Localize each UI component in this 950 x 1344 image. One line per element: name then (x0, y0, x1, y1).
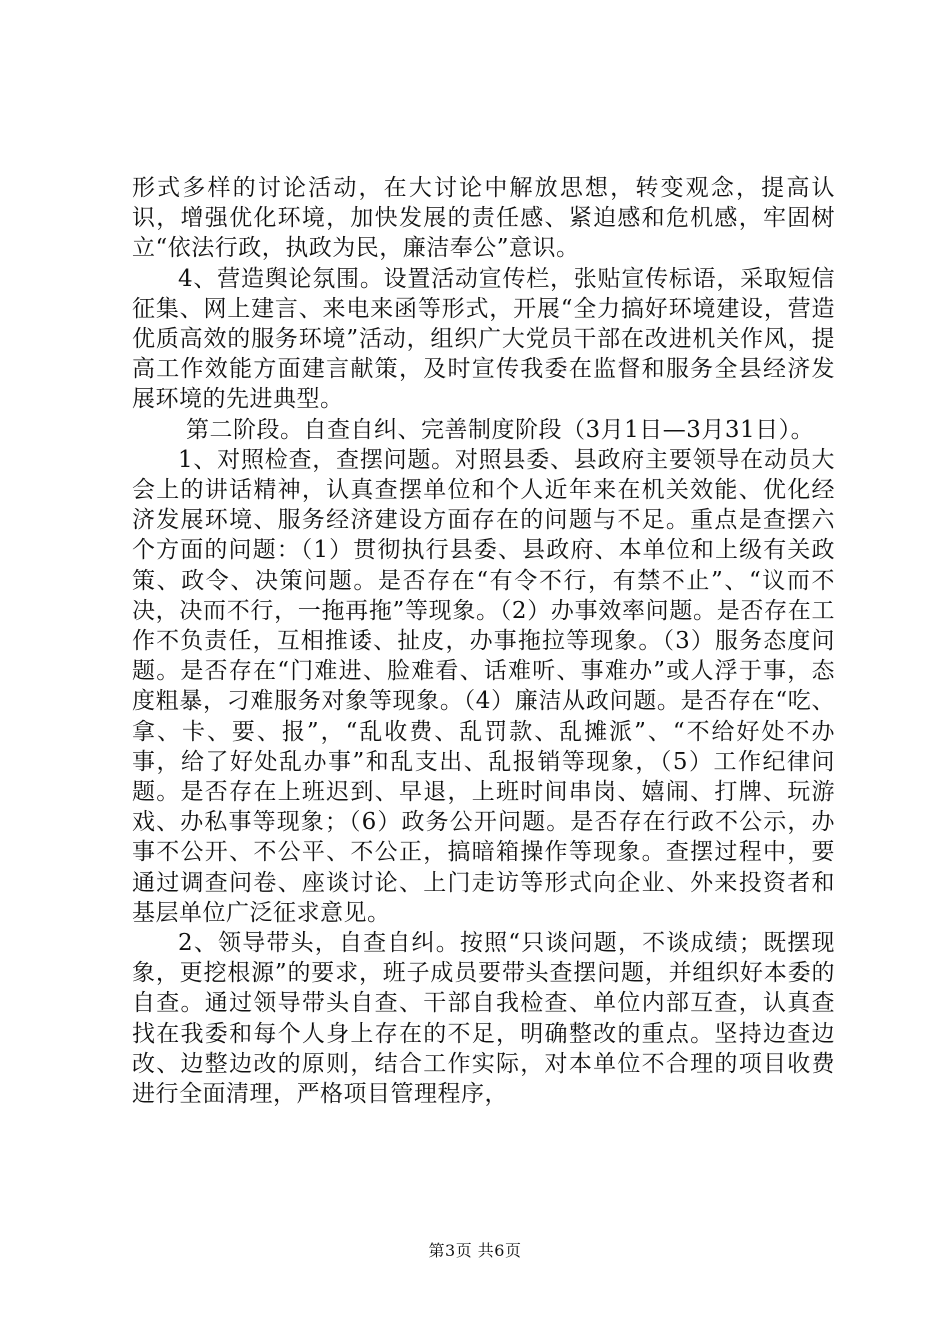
page-footer: 第3页 共6页 (428, 1241, 522, 1260)
paragraph-self-correction: 2、领导带头，自查自纠。按照“只谈问题，不谈成绩；既摆现象，更挖根源”的要求，班子成员要带头查摆问题，并组织好本委的自查。通过领导带头自查、干部自我检查、单位内部互查，认真查找在我委和每个人身上存在的不足，明确整改的重点。坚持边查边改、边整边改的原则，结合工作实际，对本单位不合理的项目收费进行全面清理，严格项目管理程序， (132, 930, 835, 1108)
paragraph-check-problems: 1、对照检查，查摆问题。对照县委、县政府主要领导在动员大会上的讲话精神，认真查摆单位和个人近年来在机关效能、优化经济发展环境、服务经济建设方面存在的问题与不足。重点是查摆六个方面的问题：（1）贯彻执行县委、县政府、本单位和上级有关政策、政令、决策问题。是否存在“有令不行，有禁不止”、“议而不决，决而不行，一拖再拖”等现象。（2）办事效率问题。是否存在工作不负责任，互相推诿、扯皮，办事拖拉等现象。（3）服务态度问题。是否存在“门难进、脸难看、话难听、事难办”或人浮于事，态度粗暴，刁难服务对象等现象。（4）廉洁从政问题。是否存在“吃、拿、卡、要、报”，“乱收费、乱罚款、乱摊派”、“不给好处不办事，给了好处乱办事”和乱支出、乱报销等现象，（5）工作纪律问题。是否存在上班迟到、早退，上班时间串岗、嬉闹、打牌、玩游戏、办私事等现象；（6）政务公开问题。是否存在行政不公示，办事不公开、不公平、不公正，搞暗箱操作等现象。查摆过程中，要通过调查问卷、座谈讨论、上门走访等形式向企业、外来投资者和基层单位广泛征求意见。 (132, 446, 835, 926)
paragraph-stage-two-heading: 第二阶段。自查自纠、完善制度阶段（3月1日—3月31日）。 (186, 416, 815, 443)
document-body (132, 173, 835, 1109)
paragraph-publicity: 4、营造舆论氛围。设置活动宣传栏，张贴宣传标语，采取短信征集、网上建言、来电来函等形式，开展“全力搞好环境建设，营造优质高效的服务环境”活动，组织广大党员干部在改进机关作风，提高工作效能方面建言献策，及时宣传我委在监督和服务全县经济发展环境的先进典型。 (132, 265, 835, 413)
paragraph-continuation: 形式多样的讨论活动，在大讨论中解放思想，转变观念，提高认识，增强优化环境，加快发展的责任感、紧迫感和危机感，牢固树立“依法行政，执政为民，廉洁奉公”意识。 (132, 175, 835, 262)
